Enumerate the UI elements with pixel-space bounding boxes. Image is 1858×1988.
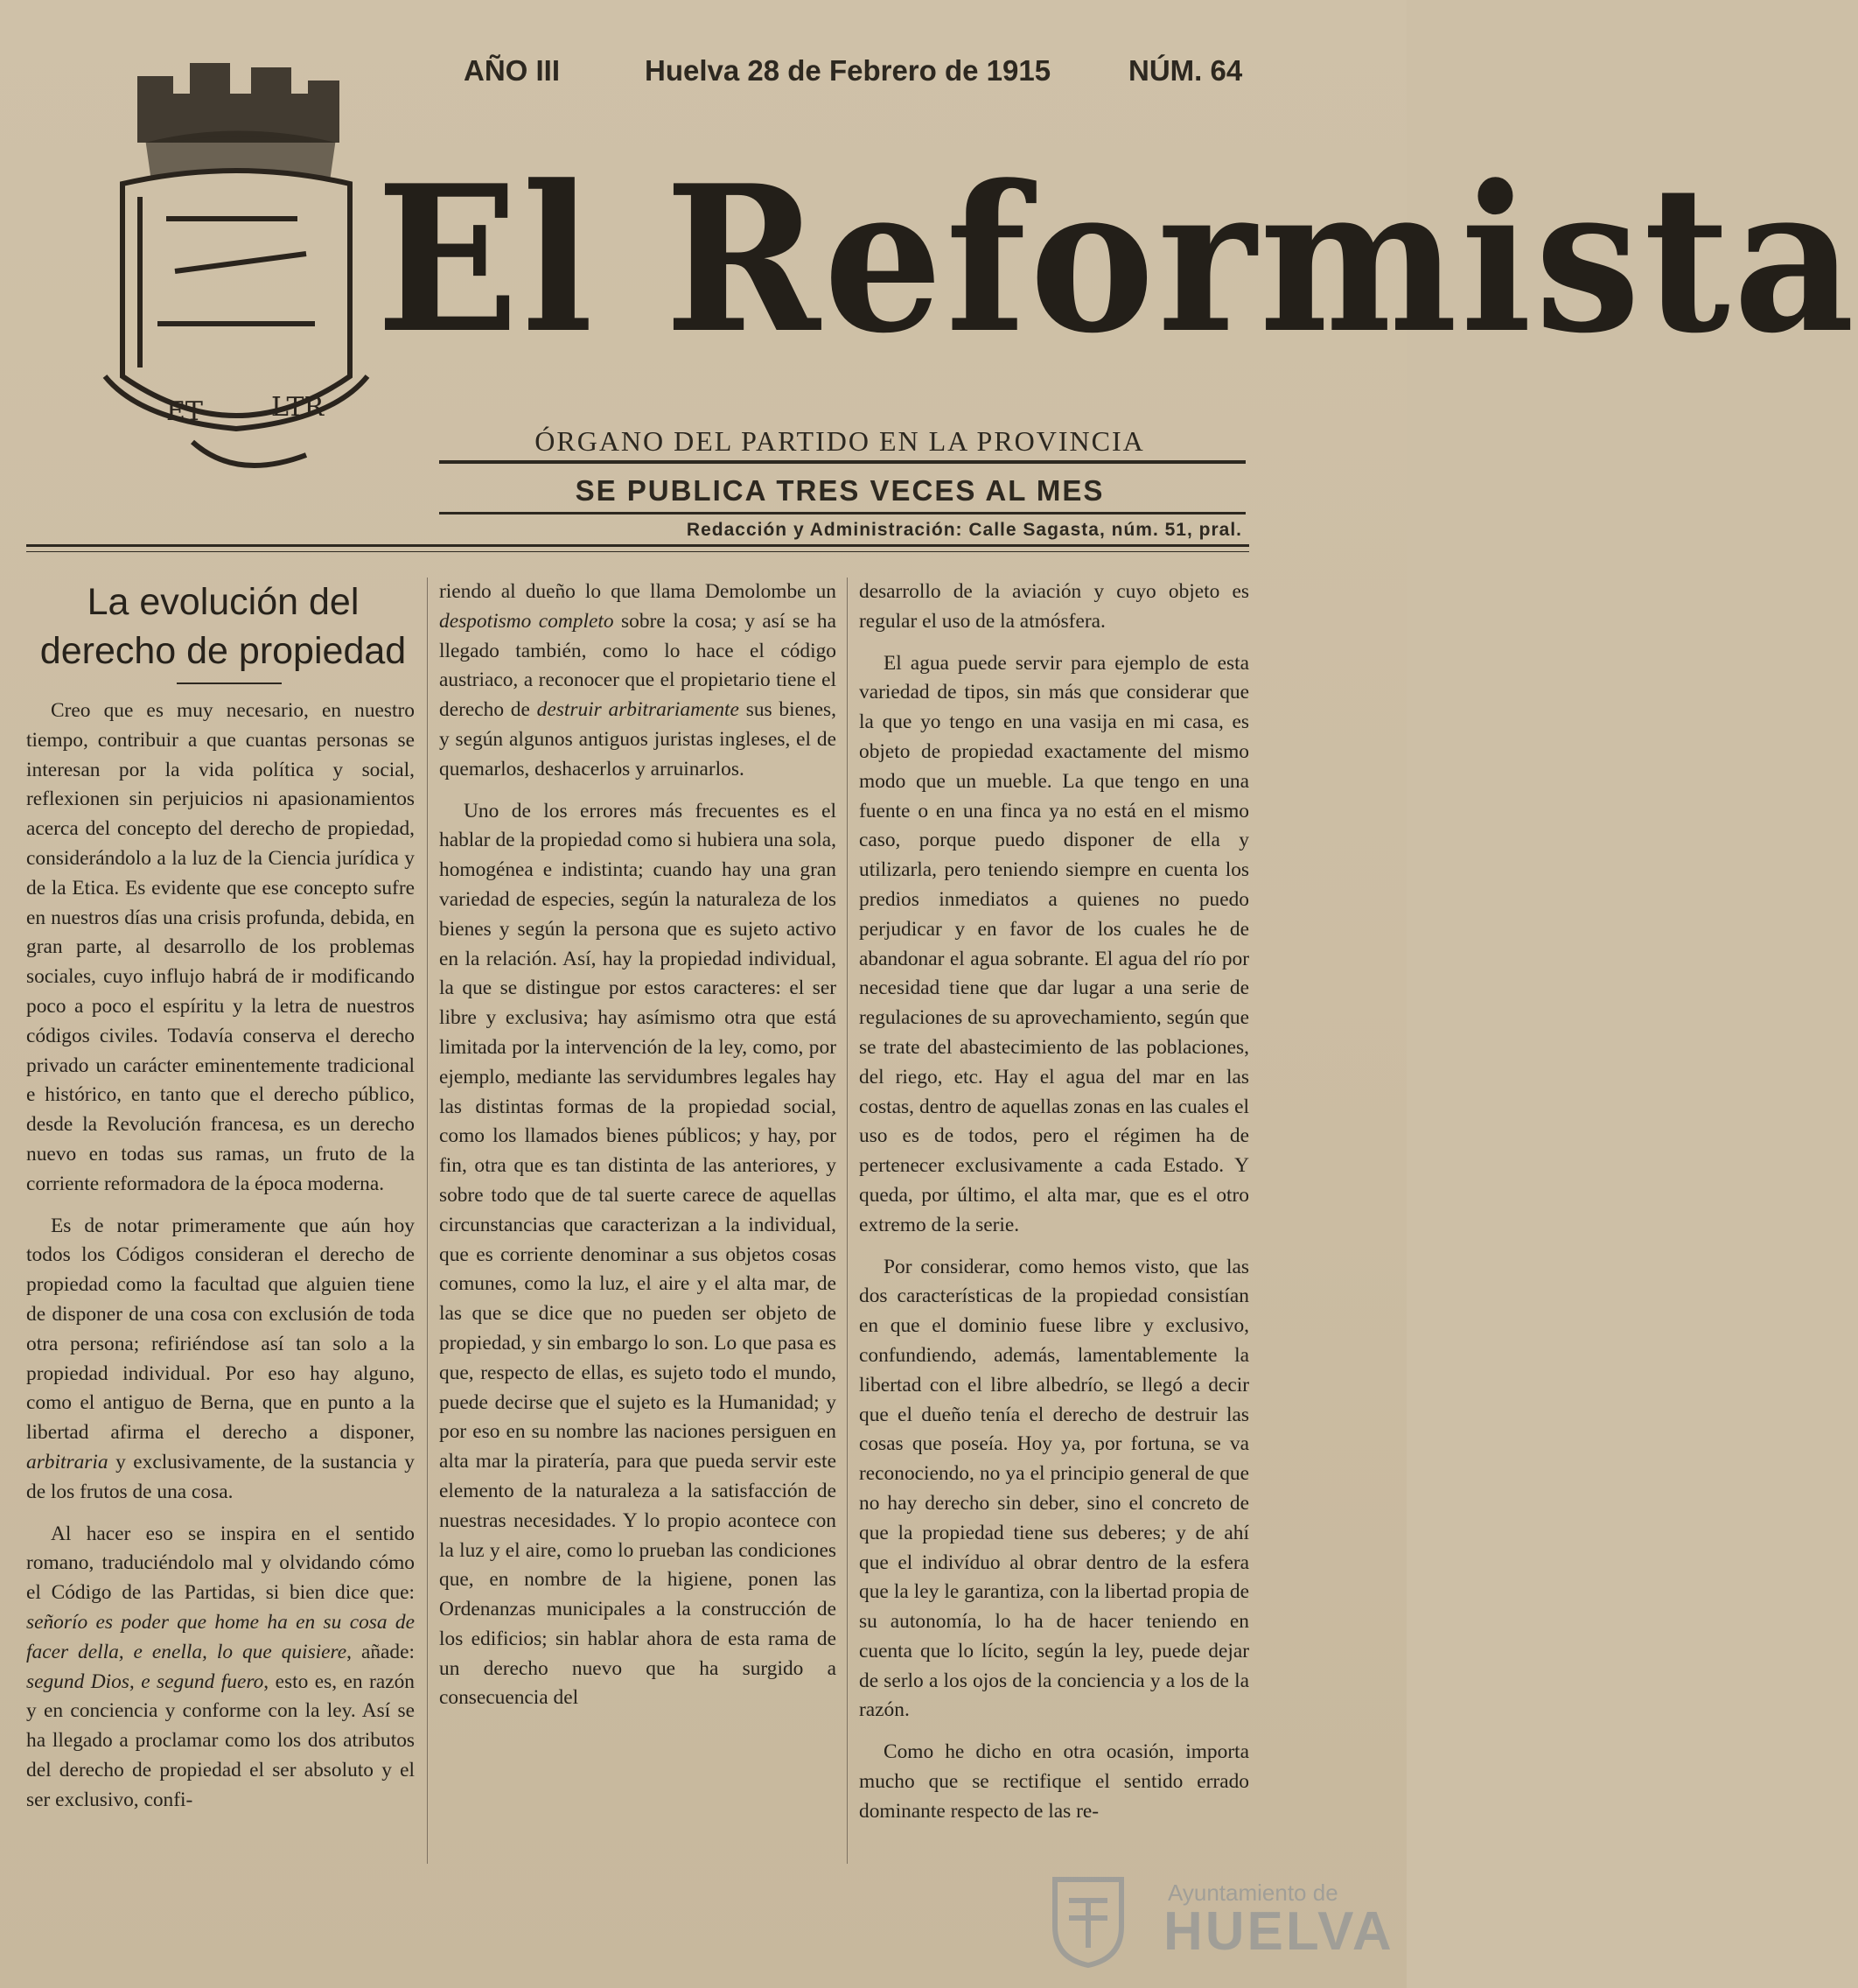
archive-watermark (1050, 1874, 1394, 1970)
header-divider (26, 551, 1249, 552)
masthead-title: El Reformista (376, 142, 1858, 378)
issue-year: AÑO III (464, 54, 561, 87)
masthead-rule (439, 512, 1246, 514)
issue-number: NÚM. 64 (1128, 54, 1243, 87)
paragraph: riendo al dueño lo que llama Demolombe un despotismo completo sobre la cosa; y así se ha llegado también, como lo hace el código austriaco, a reconocer que el propietario tiene el derecho de destruir arbitrariamente sus bienes, y según algunos antiguos juristas ingleses, el de quemarlos, deshacerlos y arruinarlos. (439, 580, 837, 780)
paragraph: Es de notar primeramente que aún hoy todos los Códigos consideran el derecho de propiedad como la facultad que alguien tiene de disponer de una cosa con exclusión de toda otra persona; refiriéndose así tan solo a la propiedad individual. Por eso hay alguno, como el antiguo de Berna, que en punto a la libertad afirma el derecho a disponer, arbitraria y exclusivamente, de la sustancia y de los frutos de una cosa. (26, 1214, 415, 1503)
publication-frequency: SE PUBLICA TRES VECES AL MES (575, 474, 1105, 507)
editorial-address: Redacción y Administración: Calle Sagasta, núm. 51, pral. (686, 520, 1242, 540)
paragraph: Como he dicho en otra ocasión, importa mucho que se rectifique el sentido errado dominante respecto de las re- (859, 1740, 1249, 1823)
masthead-subtitle: ÓRGANO DEL PARTIDO EN LA PROVINCIA (534, 425, 1145, 457)
article-column-2 (439, 578, 836, 1713)
issue-header (464, 54, 1251, 98)
paragraph: Al hacer eso se inspira en el sentido romano, traduciéndolo mal y olvidando cómo el Código de las Partidas, si bien dice que: señorío es poder que home ha en su cosa de facer della, e enella, lo que quisiere, añade: segund Dios, e segund fuero, esto es, en razón y en conciencia y conforme con la ley. Así se ha llegado a proclamar como los dos atributos del derecho de propiedad el ser absoluto y el ser exclusivo, confi- (26, 1522, 415, 1811)
article-column-3 (859, 578, 1249, 1827)
issue-date: Huelva 28 de Febrero de 1915 (645, 54, 1051, 87)
article-headline: La evolución del derecho de propiedad (39, 581, 407, 672)
paragraph: Creo que es muy necesario, en nuestro tiempo, contribuir a que cuantas personas se interesan por la vida política y social, reflexionen sin perjuicios ni apasionamientos acerca del concepto del derecho de propiedad, considerándolo a la luz de la Ciencia jurídica y de la Etica. Es evidente que ese concepto sufre en nuestros días una crisis profunda, debida, en gran parte, al desarrollo de los problemas sociales, cuyo influjo habrá de ir modificando poco a poco el espíritu y la letra de nuestros códigos civiles. Todavía conserva el derecho privado un carácter eminentemente tradicional e histórico, en tanto que el derecho público, desde la Revolución francesa, es un derecho nuevo en todas sus ramas, un fruto de la corriente reformadora de la época moderna. (26, 699, 415, 1195)
paragraph: Por considerar, como hemos visto, que las dos características de la propiedad consistían en que el dominio fuese libre y exclusivo, confundiendo, además, lamentablemente la libertad con el libre albedrío, se llegó a decir que el dueño tenía el derecho de destruir las cosas que poseía. Hoy ya, por fortuna, se va reconociendo, no ya el principio general de que no hay derecho sin deber, sino el concreto de que la propiedad tiene sus deberes; y de ahí que el indivíduo al obrar dentro de la esfera que la ley le garantiza, con la libertad propia de su autonomía, lo ha de hacer teniendo en cuenta que lo lícito, según la ley, puede dejar de serlo a los ojos de la conciencia y a los de la razón. (859, 1255, 1249, 1722)
article-column-1 (26, 696, 415, 1815)
header-divider (26, 544, 1249, 547)
paragraph: Uno de los errores más frecuentes es el hablar de la propiedad como si hubiera una sola, homogénea e indistinta; cuando hay una gran variedad de especies, según la naturaleza de los bienes y según la persona que es sujeto activo en la relación. Así, hay la propiedad individual, la que se distingue por estos caracteres: el ser libre y exclusiva; hay asímismo otra que está limitada por la intervención de la ley, como, por ejemplo, mediante las servidumbres legales hay las distintas formas de la propiedad social, como los llamados bienes públicos; y hay, por fin, otra que es tan distinta de las anteriores, y sobre todo que de tal suerte carece de aquellas circunstancias que caracterizan a la individual, que es corriente denominar a sus objetos cosas comunes, como la luz, el aire y el alta mar, de las que se dice que no pueden ser objeto de propiedad, y sin embargo lo son. Lo que pasa es que, respecto de ellas, es sujeto todo el mundo, puede decirse que el sujeto es la Humanidad; y por eso en su nombre las naciones persiguen en alta mar la piratería, para que pueda servir este elemento de la naturaleza a la satisfacción de nuestras necesidades. Y lo propio acontece con la luz y el aire, como lo prueban las condiciones que, en nombre de la higiene, ponen las Ordenanzas municipales a la construcción de los edificios; sin hablar ahora de esta rama de un derecho nuevo que ha surgido a consecuencia del (439, 799, 836, 1710)
column-divider (847, 578, 848, 1864)
headline-rule (177, 682, 282, 684)
shield-icon (1050, 1874, 1127, 1967)
svg-text:LTR: LTR (271, 392, 325, 423)
watermark-city: HUELVA (1163, 1901, 1394, 1962)
column-divider (427, 578, 428, 1864)
coat-of-arms-icon (87, 44, 385, 499)
svg-text:ET: ET (166, 396, 203, 427)
watermark-caption: Ayuntamiento de (1168, 1880, 1338, 1906)
masthead-rule (439, 460, 1246, 464)
paragraph: El agua puede servir para ejemplo de esta variedad de tipos, sin más que considerar que la que yo tengo en una vasija en mi casa, es objeto de propiedad exactamente del mismo modo que un mueble. La que tengo en una fuente o en una finca ya no está en el mismo caso, porque puedo disponer de ella y utilizarla, pero teniendo siempre en cuenta los predios inmediatos a quienes no puedo perjudicar y en favor de los cuales he de abandonar el agua sobrante. El agua del río por necesidad tiene que dar lugar a una serie de regulaciones de su aprovechamiento, según que se trate del abastecimiento de las poblaciones, del riego, etc. Hay el agua del mar en las costas, dentro de aquellas zonas en las cuales el uso es de todos, pero el régimen ha de pertenecer exclusivamente a cada Estado. Y queda, por último, el alta mar, que es el otro extremo de la serie. (859, 651, 1249, 1236)
paragraph: desarrollo de la aviación y cuyo objeto es regular el uso de la atmósfera. (859, 580, 1249, 633)
